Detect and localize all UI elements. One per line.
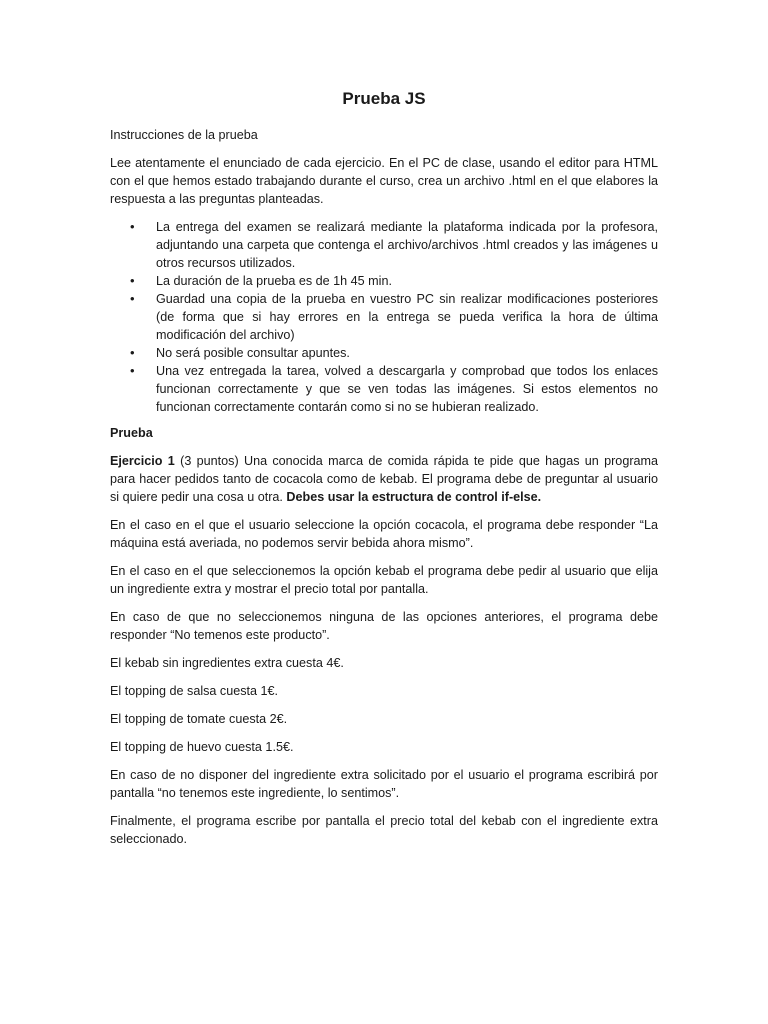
list-item-text: Guardad una copia de la prueba en vuestro PC sin realizar modificaciones posteriores (de forma que si hay errores en la entrega se pueda verifica la hora de última modificación del archivo) [156,292,658,342]
list-item [130,218,658,272]
paragraph-kebab: En el caso en el que seleccionemos la opción kebab el programa debe pedir al usuario que elija un ingrediente extra y mostrar el precio total por pantalla. [110,564,658,596]
intro-paragraph: Lee atentamente el enunciado de cada ejercicio. En el PC de clase, usando el editor para HTML con el que hemos estado trabajando durante el curso, crea un archivo .html en el que elabores la respuesta a las preguntas planteadas. [110,156,658,206]
bullet-icon: • [130,219,135,234]
exercise-points: (3 puntos) [174,454,244,468]
bullet-icon: • [130,363,135,378]
list-item [130,344,658,362]
list-item [130,272,658,290]
instructions-heading: Instrucciones de la prueba [110,128,258,142]
paragraph-missing-ingredient: En caso de no disponer del ingrediente extra solicitado por el usuario el programa escribirá por pantalla “no tenemos este ingrediente, lo sentimos”. [110,768,658,800]
paragraph-huevo-price: El topping de huevo cuesta 1.5€. [110,740,294,754]
exercise-label: Ejercicio 1 [110,454,175,468]
list-item-text: Una vez entregada la tarea, volved a descargarla y comprobad que todos los enlaces funcionan correctamente y que se ven todas las imágenes. Si estos elementos no funcionan correctamente contarán como si no se hubieran realizado. [156,364,658,414]
paragraph-kebab-price: El kebab sin ingredientes extra cuesta 4€. [110,656,344,670]
exercise-text: Una conocida marca de comida rápida te pide que hagas un programa para hacer pedidos tanto de cocacola como de kebab. El programa debe de preguntar al usuario si quiere pedir una cosa u otra. [110,454,659,504]
paragraph-final: Finalmente, el programa escribe por pantalla el precio total del kebab con el ingrediente extra seleccionado. [110,814,658,846]
instructions-list [110,218,658,416]
list-item [130,290,658,344]
paragraph-tomate-price: El topping de tomate cuesta 2€. [110,712,288,726]
paragraph-cocacola: En el caso en el que el usuario seleccione la opción cocacola, el programa debe responder “La máquina está averiada, no podemos servir bebida ahora mismo”. [110,518,658,550]
list-item [130,362,658,416]
page-title: Prueba JS [342,89,426,108]
paragraph-salsa-price: El topping de salsa cuesta 1€. [110,684,279,698]
list-item-text: No será posible consultar apuntes. [156,346,350,360]
section-heading: Prueba [110,426,153,440]
bullet-icon: • [130,291,135,306]
list-item-text: La entrega del examen se realizará mediante la plataforma indicada por la profesora, adjuntando una carpeta que contenga el archivo/archivos .html creados y las imágenes u otros recursos utilizados. [156,220,658,270]
list-item-text: La duración de la prueba es de 1h 45 min. [156,274,392,288]
paragraph-other: En caso de que no seleccionemos ninguna de las opciones anteriores, el programa debe responder “No temenos este producto”. [110,610,658,642]
bullet-icon: • [130,345,135,360]
exercise-requirement: Debes usar la estructura de control if-else. [286,490,542,504]
bullet-icon: • [130,273,135,288]
exercise-paragraph [110,452,658,506]
